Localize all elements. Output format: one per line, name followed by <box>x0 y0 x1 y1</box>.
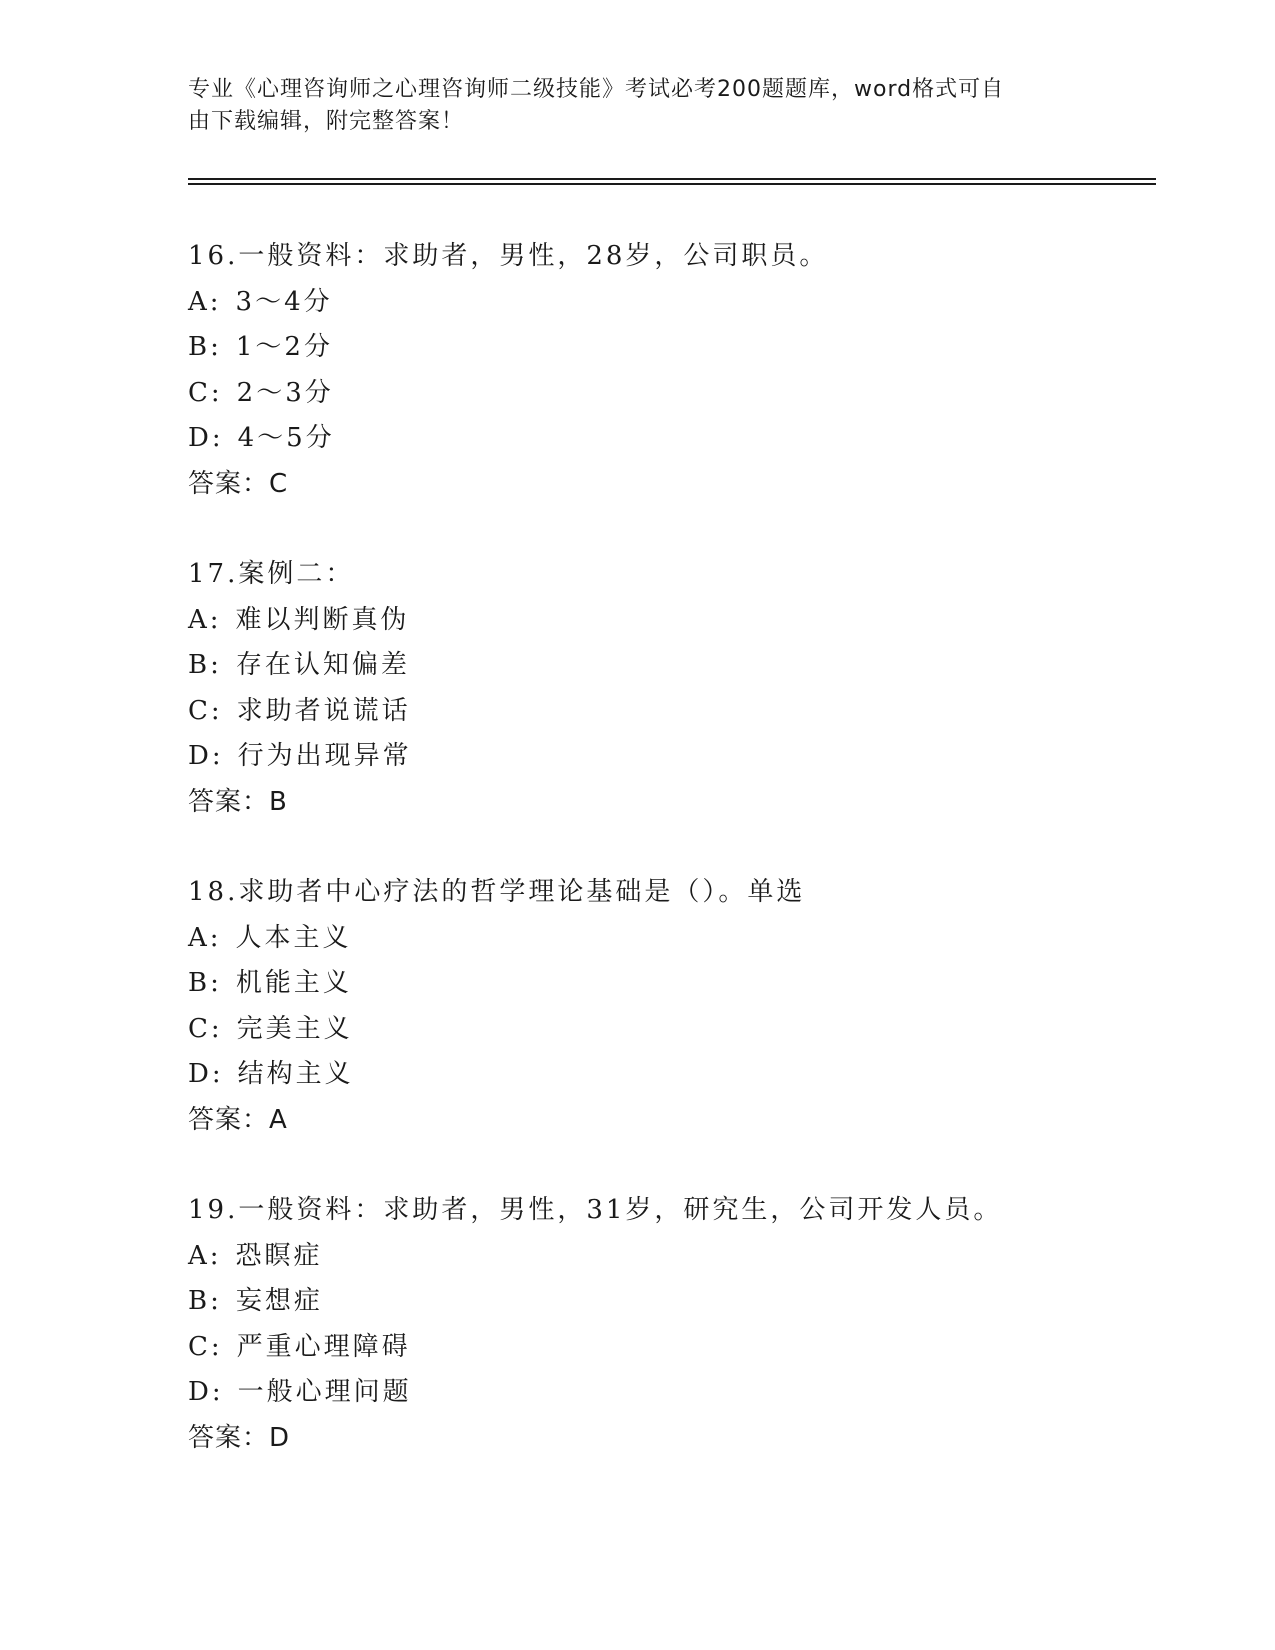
option-letter: C: <box>188 1331 223 1362</box>
answer-line: 答案：D <box>188 1422 291 1453</box>
option-d <box>188 1370 1148 1416</box>
option-text: 行为出现异常 <box>237 741 412 771</box>
option-letter: D: <box>188 1377 224 1407</box>
header-line-2: 由下载编辑，附完整答案！ <box>188 109 465 134</box>
option-text: 恐瞑症 <box>235 1240 323 1271</box>
option-a <box>188 280 1148 326</box>
option-letter: D: <box>188 423 224 453</box>
option-b <box>188 961 1148 1007</box>
option-letter: C: <box>188 1013 223 1044</box>
option-text: 一般心理问题 <box>237 1377 412 1407</box>
question-18 <box>188 870 1148 1143</box>
option-text: 完美主义 <box>236 1013 353 1044</box>
option-letter: B: <box>188 332 222 362</box>
option-letter: D: <box>188 1059 224 1089</box>
question-stem: 16.一般资料：求助者，男性，28岁，公司职员。 <box>188 241 829 271</box>
option-c <box>188 371 1148 417</box>
option-b <box>188 1279 1148 1325</box>
option-letter: A: <box>188 286 222 317</box>
option-text: 妄想症 <box>235 1286 323 1316</box>
question-17 <box>188 552 1148 825</box>
option-d <box>188 734 1148 780</box>
option-text: 4～5分 <box>237 423 335 453</box>
option-a <box>188 916 1148 962</box>
header-divider-top <box>188 178 1156 180</box>
question-19 <box>188 1188 1148 1461</box>
option-text: 1～2分 <box>235 332 333 362</box>
option-text: 结构主义 <box>237 1059 354 1089</box>
option-letter: B: <box>188 968 222 998</box>
option-text: 存在认知偏差 <box>235 650 410 680</box>
option-d <box>188 1052 1148 1098</box>
option-a <box>188 598 1148 644</box>
option-text: 机能主义 <box>235 968 352 998</box>
option-text: 人本主义 <box>235 922 352 953</box>
option-c <box>188 1007 1148 1053</box>
option-letter: A: <box>188 604 222 635</box>
answer-line: 答案：C <box>188 468 289 499</box>
option-text: 求助者说谎话 <box>236 695 411 726</box>
option-text: 3～4分 <box>235 286 333 317</box>
option-letter: C: <box>188 377 223 408</box>
option-text: 难以判断真伪 <box>235 604 410 635</box>
answer-line: 答案：A <box>188 1104 288 1135</box>
question-stem: 17.案例二： <box>188 559 355 589</box>
option-text: 严重心理障碍 <box>236 1331 411 1362</box>
question-stem: 18.求助者中心疗法的哲学理论基础是（）。单选 <box>188 877 806 907</box>
option-letter: B: <box>188 650 222 680</box>
option-c <box>188 689 1148 735</box>
option-d <box>188 416 1148 462</box>
question-16 <box>188 234 1148 507</box>
answer-line: 答案：B <box>188 786 288 817</box>
option-b <box>188 325 1148 371</box>
option-letter: C: <box>188 695 223 726</box>
option-letter: D: <box>188 741 224 771</box>
header-divider-bottom <box>188 183 1156 185</box>
header-line-1: 专业《心理咨询师之心理咨询师二级技能》考试必考200题题库，word格式可自 <box>188 77 1005 102</box>
option-c <box>188 1325 1148 1371</box>
option-letter: A: <box>188 1240 222 1271</box>
question-stem: 19.一般资料：求助者，男性，31岁，研究生，公司开发人员。 <box>188 1195 1003 1225</box>
option-text: 2～3分 <box>236 377 334 408</box>
option-letter: B: <box>188 1286 222 1316</box>
document-header <box>188 74 1078 138</box>
option-a <box>188 1234 1148 1280</box>
option-letter: A: <box>188 922 222 953</box>
option-b <box>188 643 1148 689</box>
